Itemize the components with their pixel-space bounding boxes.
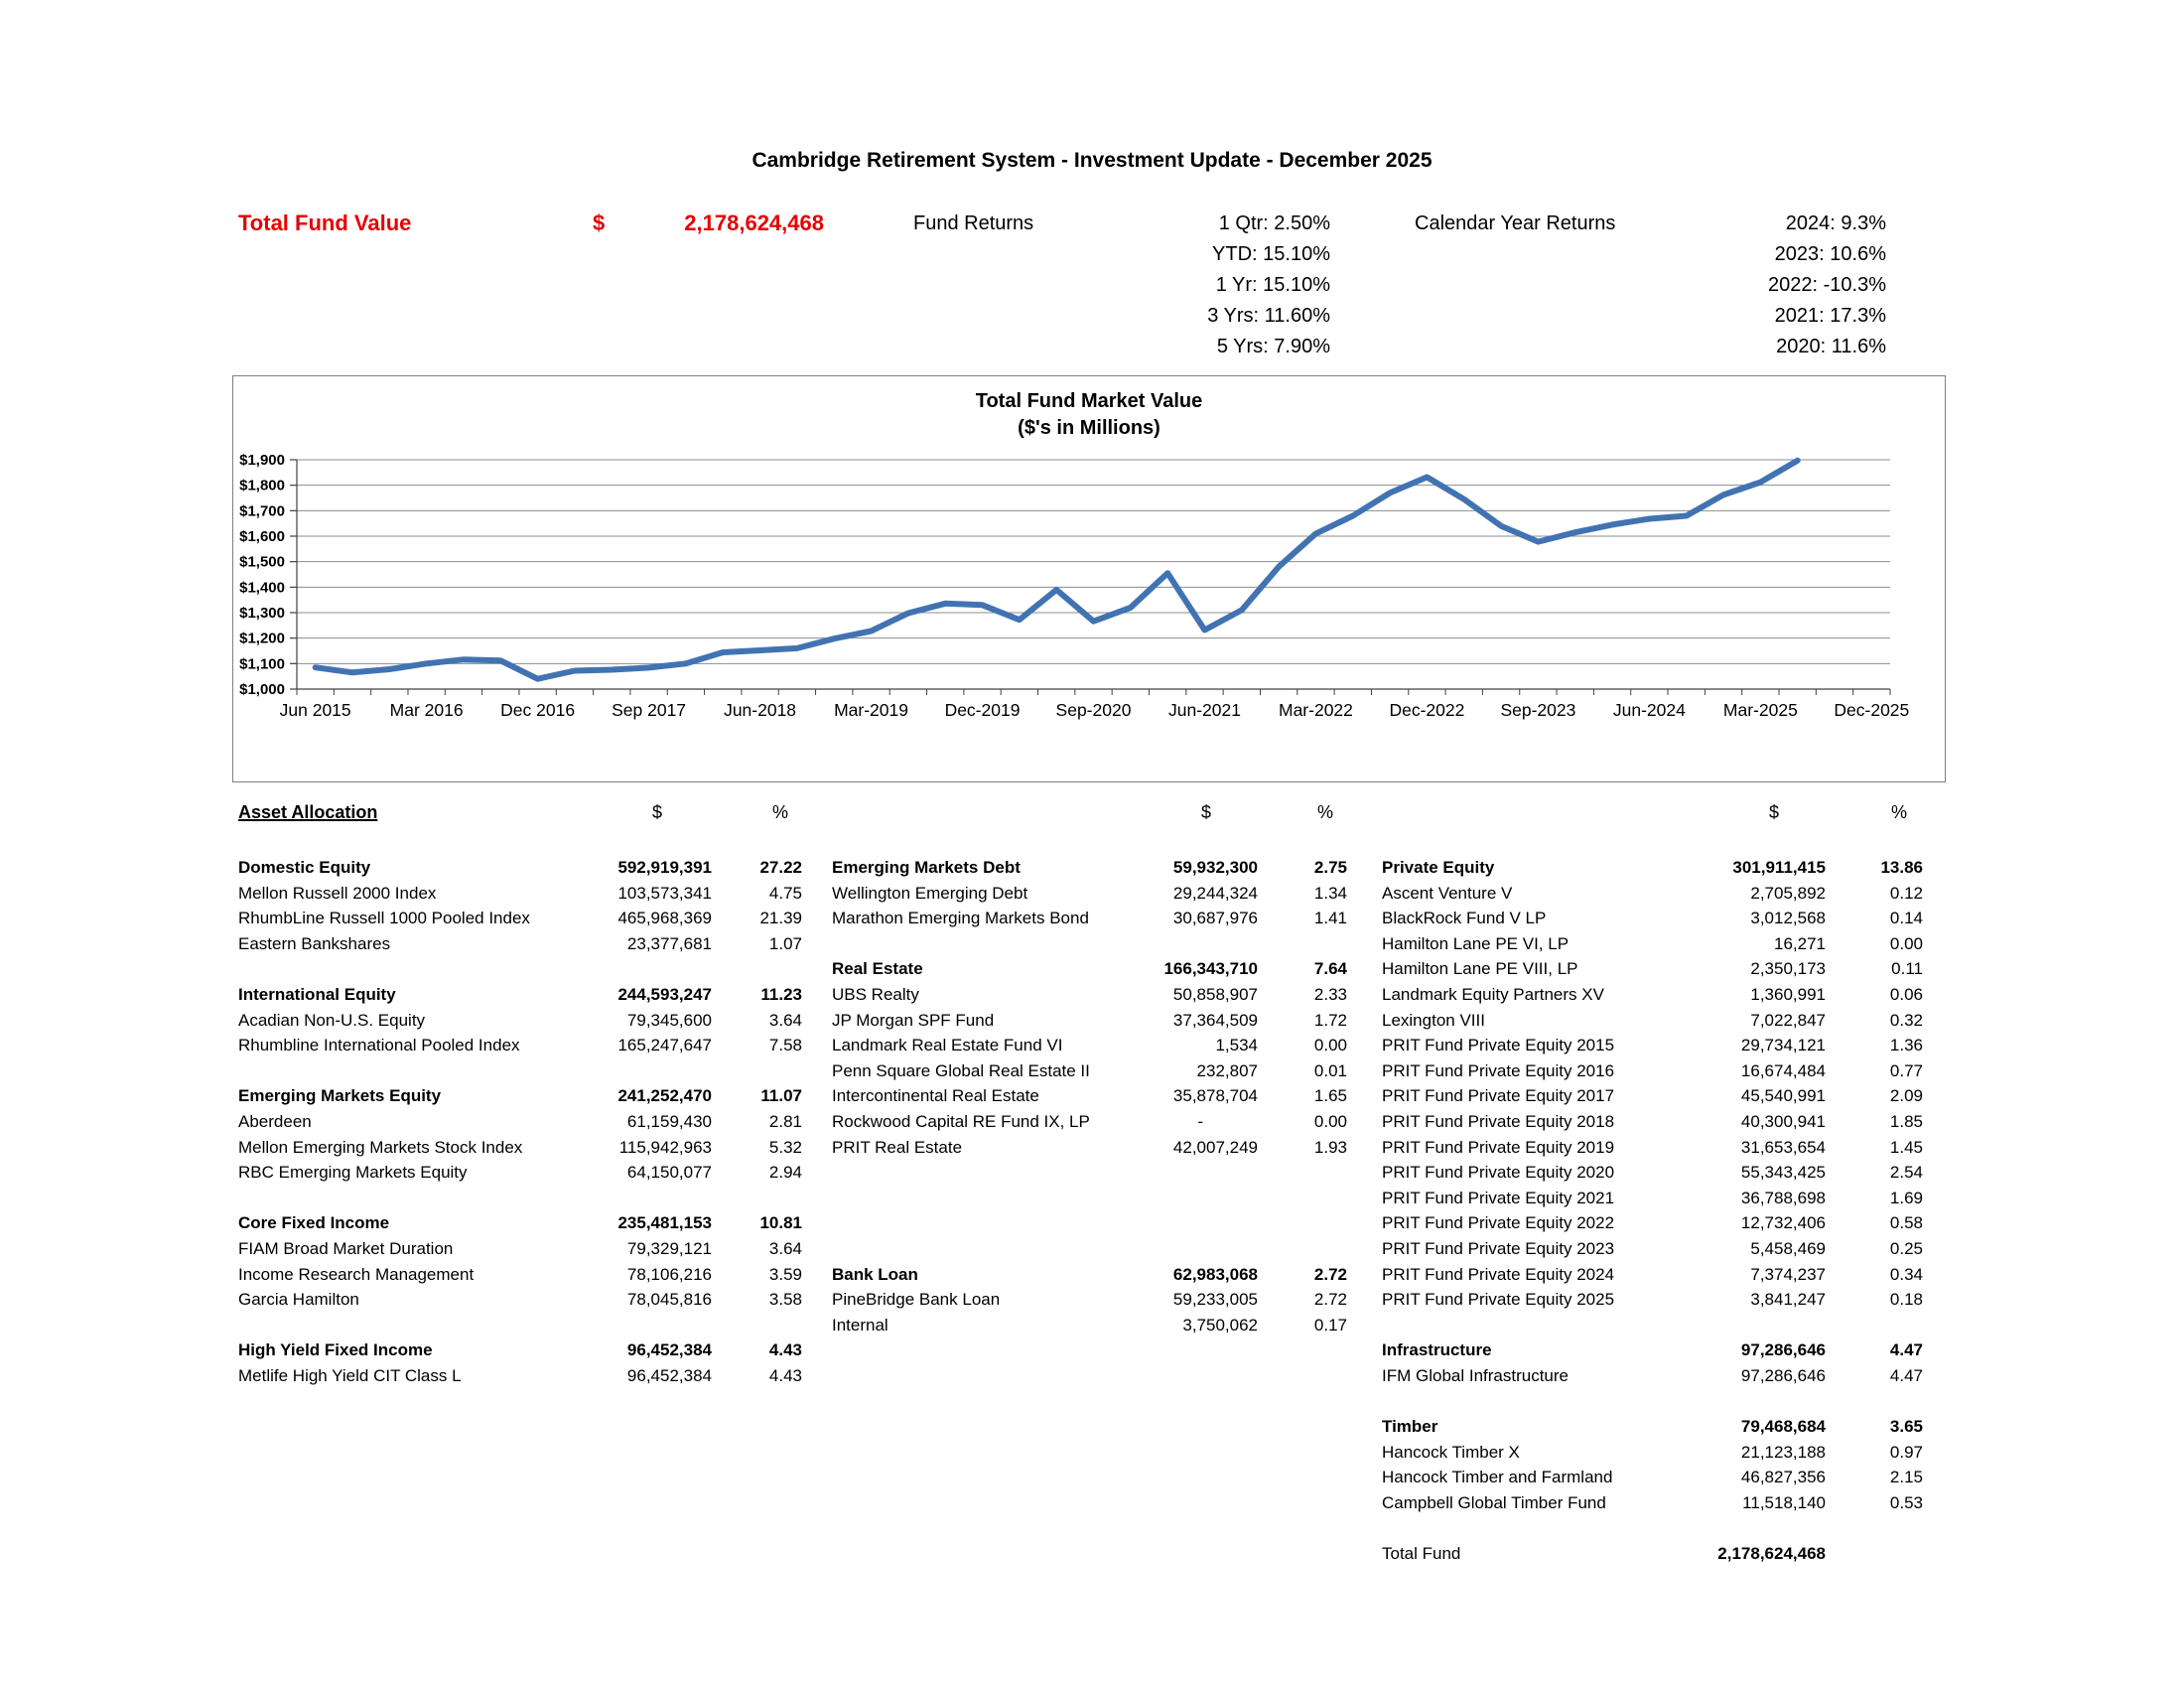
- allocation-row-label: Rockwood Capital RE Fund IX, LP: [832, 1111, 1090, 1131]
- allocation-row-dollars: 3,012,568: [1750, 909, 1826, 928]
- allocation-row-dollars: 40,300,941: [1740, 1111, 1826, 1131]
- allocation-spacer-row: [832, 1236, 1347, 1262]
- allocation-row-label: Total Fund: [1382, 1544, 1461, 1564]
- allocation-row-label: Aberdeen: [238, 1111, 312, 1131]
- allocation-row-percent: 0.14: [1889, 909, 1923, 928]
- x-axis-label: Dec-2019: [944, 700, 1021, 720]
- allocation-row-percent: 3.64: [768, 1010, 802, 1030]
- allocation-row: [1382, 1236, 1923, 1262]
- allocation-row-dollars: 79,329,121: [626, 1238, 712, 1258]
- allocation-row-label: PRIT Fund Private Equity 2016: [1382, 1060, 1615, 1080]
- allocation-spacer-row: [1382, 1515, 1923, 1541]
- y-axis-label: $1,400: [239, 579, 285, 597]
- x-axis-label: Sep-2023: [1500, 700, 1576, 720]
- allocation-row-label: RBC Emerging Markets Equity: [238, 1163, 468, 1183]
- allocation-row-label: PRIT Fund Private Equity 2017: [1382, 1086, 1615, 1106]
- percent-column-header: %: [771, 802, 789, 822]
- allocation-row-percent: 0.00: [1889, 933, 1923, 953]
- allocation-row-percent: 1.65: [1313, 1086, 1347, 1106]
- fund-returns-label: Fund Returns: [913, 212, 1034, 234]
- allocation-row-label: PRIT Fund Private Equity 2019: [1382, 1137, 1615, 1157]
- allocation-spacer-row: [238, 1058, 802, 1084]
- allocation-spacer-row: [238, 1186, 802, 1211]
- allocation-row-label: Metlife High Yield CIT Class L: [238, 1365, 462, 1385]
- allocation-row-percent: 11.23: [760, 984, 802, 1004]
- allocation-row-percent: 3.64: [768, 1238, 802, 1258]
- allocation-spacer-row: [238, 1313, 802, 1338]
- allocation-row-label: Real Estate: [832, 959, 923, 979]
- allocation-row-percent: 0.12: [1889, 883, 1923, 903]
- allocation-row-dollars: 2,178,624,468: [1717, 1544, 1826, 1564]
- allocation-section-row: [238, 1083, 802, 1109]
- x-axis-label: Mar-2022: [1279, 700, 1353, 720]
- allocation-row-dollars: 5,458,469: [1750, 1238, 1826, 1258]
- allocation-spacer-row: [832, 1186, 1347, 1211]
- x-axis-label: Dec-2022: [1389, 700, 1465, 720]
- total-fund-value-label: Total Fund Value: [238, 211, 412, 235]
- allocation-spacer-row: [238, 956, 802, 982]
- calendar-return-item: 2022: -10.3%: [1768, 274, 1886, 296]
- allocation-row-label: Emerging Markets Equity: [238, 1086, 442, 1106]
- y-axis-label: $1,700: [239, 502, 285, 520]
- allocation-row-dollars: 23,377,681: [626, 933, 712, 953]
- allocation-row-percent: 2.81: [768, 1111, 802, 1131]
- allocation-row: [1382, 1135, 1923, 1161]
- allocation-section-row: [832, 855, 1347, 881]
- allocation-row: [1382, 1465, 1923, 1490]
- allocation-row-label: PRIT Fund Private Equity 2018: [1382, 1111, 1615, 1131]
- allocation-row-percent: 0.53: [1889, 1492, 1923, 1512]
- allocation-section-row: [238, 855, 802, 881]
- allocation-row-percent: 21.39: [759, 909, 802, 928]
- percent-column-header: %: [1890, 802, 1908, 822]
- allocation-row-dollars: 29,734,121: [1740, 1036, 1826, 1055]
- allocation-row-percent: 2.33: [1313, 984, 1347, 1004]
- allocation-row-percent: 0.58: [1889, 1213, 1923, 1233]
- allocation-row-label: Infrastructure: [1382, 1340, 1492, 1360]
- allocation-row-label: Wellington Emerging Debt: [832, 883, 1028, 903]
- allocation-row-label: Campbell Global Timber Fund: [1382, 1492, 1606, 1512]
- allocation-row-dollars: 50,858,907: [1172, 984, 1258, 1004]
- allocation-row: [238, 1363, 802, 1389]
- allocation-row-percent: 2.72: [1313, 1264, 1347, 1284]
- allocation-row-label: Hancock Timber X: [1382, 1442, 1520, 1462]
- allocation-row: [238, 1033, 802, 1058]
- y-axis-label: $1,000: [239, 681, 285, 698]
- allocation-row: [1382, 1109, 1923, 1135]
- page-title: Cambridge Retirement System - Investment Update - December 2025: [751, 149, 1433, 172]
- dollar-column-header: $: [1768, 802, 1780, 822]
- y-axis-label: $1,300: [239, 605, 285, 622]
- allocation-section-row: [832, 956, 1347, 982]
- allocation-row-dollars: 1,534: [1215, 1036, 1258, 1055]
- allocation-row-label: Garcia Hamilton: [238, 1290, 359, 1310]
- calendar-return-item: 2024: 9.3%: [1785, 212, 1886, 234]
- allocation-row: [1382, 881, 1923, 907]
- allocation-section-row: [238, 1337, 802, 1363]
- y-axis-label: $1,200: [239, 630, 285, 647]
- allocation-row-dollars: 78,106,216: [626, 1264, 712, 1284]
- allocation-row: [832, 1083, 1347, 1109]
- allocation-row: [1382, 1541, 1923, 1567]
- allocation-row-percent: 0.17: [1313, 1315, 1347, 1335]
- allocation-row-label: Marathon Emerging Markets Bond: [832, 909, 1089, 928]
- allocation-row-label: PineBridge Bank Loan: [832, 1290, 1001, 1310]
- chart-subtitle: ($'s in Millions): [1018, 417, 1160, 439]
- allocation-row-percent: 0.77: [1889, 1060, 1923, 1080]
- calendar-year-returns-label: Calendar Year Returns: [1415, 212, 1616, 234]
- allocation-row-dollars: 42,007,249: [1172, 1137, 1258, 1157]
- allocation-row-percent: 0.18: [1889, 1290, 1923, 1310]
- allocation-row-dollars: 55,343,425: [1740, 1163, 1826, 1183]
- x-axis-label: Jun-2024: [1612, 700, 1686, 720]
- allocation-row: [1382, 906, 1923, 931]
- allocation-row-label: Eastern Bankshares: [238, 933, 391, 953]
- allocation-row-percent: 2.72: [1313, 1290, 1347, 1310]
- allocation-row-percent: 0.06: [1889, 984, 1923, 1004]
- allocation-row-dollars: 11,518,140: [1742, 1492, 1826, 1512]
- x-axis-label: Mar-2019: [834, 700, 908, 720]
- allocation-row-dollars: 21,123,188: [1740, 1442, 1826, 1462]
- allocation-row-dollars: 12,732,406: [1740, 1213, 1826, 1233]
- allocation-row-label: Hancock Timber and Farmland: [1382, 1468, 1613, 1487]
- allocation-spacer-row: [1382, 1388, 1923, 1414]
- allocation-row-label: FIAM Broad Market Duration: [238, 1238, 454, 1258]
- allocation-row: [832, 982, 1347, 1008]
- allocation-row-percent: 3.58: [768, 1290, 802, 1310]
- allocation-section-row: [238, 982, 802, 1008]
- allocation-row-label: PRIT Fund Private Equity 2023: [1382, 1238, 1615, 1258]
- allocation-row-label: Timber: [1382, 1417, 1438, 1437]
- allocation-row-label: BlackRock Fund V LP: [1382, 909, 1547, 928]
- allocation-row: [1382, 1160, 1923, 1186]
- allocation-row-label: Intercontinental Real Estate: [832, 1086, 1039, 1106]
- allocation-row-dollars: -: [1197, 1111, 1203, 1131]
- allocation-spacer-row: [1382, 1313, 1923, 1338]
- allocation-row-percent: 2.54: [1889, 1163, 1923, 1183]
- allocation-row-dollars: 96,452,384: [626, 1365, 712, 1385]
- allocation-row-percent: 4.47: [1889, 1365, 1923, 1385]
- allocation-row-label: PRIT Fund Private Equity 2022: [1382, 1213, 1615, 1233]
- x-axis-label: Dec-2025: [1834, 700, 1910, 720]
- allocation-row-label: Mellon Emerging Markets Stock Index: [238, 1137, 523, 1157]
- x-axis-label: Jun-2018: [724, 700, 797, 720]
- allocation-row-percent: 0.11: [1891, 959, 1923, 979]
- allocation-row-percent: 7.64: [1313, 959, 1347, 979]
- allocation-row-label: UBS Realty: [832, 984, 919, 1004]
- allocation-row-percent: 0.32: [1889, 1010, 1923, 1030]
- allocation-row-dollars: 46,827,356: [1740, 1468, 1826, 1487]
- allocation-row-dollars: 45,540,991: [1740, 1086, 1826, 1106]
- x-axis-label: Jun 2015: [279, 700, 351, 720]
- calendar-return-item: 2023: 10.6%: [1774, 243, 1886, 265]
- allocation-row-dollars: 35,878,704: [1172, 1086, 1258, 1106]
- allocation-row: [1382, 1186, 1923, 1211]
- allocation-row: [832, 906, 1347, 931]
- allocation-row-dollars: 301,911,415: [1732, 858, 1826, 877]
- allocation-row-percent: 2.09: [1889, 1086, 1923, 1106]
- allocation-row: [1382, 1287, 1923, 1313]
- allocation-row-label: Domestic Equity: [238, 858, 371, 877]
- allocation-section-row: [1382, 855, 1923, 881]
- allocation-row: [832, 1135, 1347, 1161]
- allocation-row-dollars: 465,968,369: [617, 909, 712, 928]
- allocation-row-percent: 1.45: [1889, 1137, 1923, 1157]
- allocation-row: [832, 1058, 1347, 1084]
- allocation-row-percent: 10.81: [759, 1213, 802, 1233]
- allocation-row-percent: 3.59: [768, 1264, 802, 1284]
- allocation-row-dollars: 97,286,646: [1740, 1365, 1826, 1385]
- x-axis-label: Mar 2016: [389, 700, 464, 720]
- allocation-row-label: IFM Global Infrastructure: [1382, 1365, 1570, 1385]
- allocation-row: [238, 906, 802, 931]
- allocation-row-dollars: 61,159,430: [626, 1111, 712, 1131]
- x-axis-label: Sep-2020: [1055, 700, 1132, 720]
- allocation-row-percent: 1.41: [1313, 909, 1347, 928]
- allocation-row-percent: 3.65: [1889, 1417, 1923, 1437]
- allocation-row-percent: 2.94: [768, 1163, 802, 1183]
- allocation-row: [238, 1008, 802, 1034]
- x-axis-label: Mar-2025: [1722, 700, 1798, 720]
- allocation-row-percent: 2.75: [1313, 858, 1347, 877]
- allocation-row: [238, 1160, 802, 1186]
- allocation-row-label: PRIT Fund Private Equity 2025: [1382, 1290, 1615, 1310]
- allocation-row-percent: 7.58: [768, 1036, 802, 1055]
- allocation-row-percent: 1.85: [1889, 1111, 1923, 1131]
- allocation-row-label: PRIT Real Estate: [832, 1137, 963, 1157]
- allocation-row-dollars: 241,252,470: [617, 1086, 712, 1106]
- allocation-row: [832, 1287, 1347, 1313]
- fund-return-item: 1 Yr: 15.10%: [1215, 274, 1330, 296]
- allocation-row-label: Rhumbline International Pooled Index: [238, 1036, 520, 1055]
- allocation-row-percent: 1.72: [1313, 1010, 1347, 1030]
- allocation-row-dollars: 16,674,484: [1740, 1060, 1826, 1080]
- allocation-row-label: PRIT Fund Private Equity 2015: [1382, 1036, 1615, 1055]
- allocation-row-label: Mellon Russell 2000 Index: [238, 883, 437, 903]
- allocation-row-label: International Equity: [238, 984, 396, 1004]
- allocation-row-label: Landmark Equity Partners XV: [1382, 984, 1604, 1004]
- allocation-row-dollars: 3,841,247: [1750, 1290, 1826, 1310]
- allocation-row-dollars: 166,343,710: [1163, 959, 1258, 979]
- allocation-row: [1382, 956, 1923, 982]
- calendar-return-item: 2020: 11.6%: [1776, 336, 1886, 357]
- y-axis-label: $1,600: [239, 528, 285, 545]
- percent-column-header: %: [1316, 802, 1334, 822]
- allocation-row-dollars: 7,374,237: [1750, 1264, 1826, 1284]
- allocation-row: [1382, 1083, 1923, 1109]
- allocation-row-label: Penn Square Global Real Estate II: [832, 1060, 1090, 1080]
- allocation-column: [1382, 855, 1923, 1567]
- allocation-row-dollars: 2,705,892: [1750, 883, 1826, 903]
- allocation-row-dollars: 96,452,384: [626, 1340, 712, 1360]
- x-axis-label: Dec 2016: [500, 700, 576, 720]
- allocation-row-label: JP Morgan SPF Fund: [832, 1010, 995, 1030]
- allocation-row: [1382, 931, 1923, 957]
- allocation-row-percent: 2.15: [1889, 1468, 1923, 1487]
- allocation-row-dollars: 235,481,153: [617, 1213, 712, 1233]
- allocation-row-percent: 4.75: [768, 883, 802, 903]
- allocation-row-label: PRIT Fund Private Equity 2024: [1382, 1264, 1615, 1284]
- allocation-row-label: Ascent Venture V: [1382, 883, 1513, 903]
- allocation-row-percent: 1.34: [1313, 883, 1347, 903]
- allocation-row: [1382, 1262, 1923, 1288]
- allocation-row: [238, 1236, 802, 1262]
- allocation-row-percent: 0.00: [1313, 1036, 1347, 1055]
- allocation-row-label: Private Equity: [1382, 858, 1495, 877]
- fund-return-item: 1 Qtr: 2.50%: [1218, 212, 1330, 234]
- allocation-row: [1382, 1058, 1923, 1084]
- allocation-row-percent: 1.36: [1889, 1036, 1923, 1055]
- y-axis-label: $1,500: [239, 553, 285, 571]
- allocation-row-percent: 0.00: [1313, 1111, 1347, 1131]
- allocation-row-dollars: 232,807: [1196, 1060, 1258, 1080]
- allocation-row-dollars: 36,788,698: [1740, 1188, 1826, 1207]
- allocation-row-dollars: 79,345,600: [626, 1010, 712, 1030]
- allocation-row: [238, 931, 802, 957]
- allocation-row: [1382, 1440, 1923, 1466]
- dollar-column-header: $: [1200, 802, 1212, 822]
- allocation-row-label: RhumbLine Russell 1000 Pooled Index: [238, 909, 530, 928]
- allocation-row-dollars: 7,022,847: [1750, 1010, 1826, 1030]
- allocation-row-label: PRIT Fund Private Equity 2020: [1382, 1163, 1615, 1183]
- allocation-section-row: [832, 1262, 1347, 1288]
- allocation-row-dollars: 62,983,068: [1172, 1264, 1258, 1284]
- allocation-row-label: Hamilton Lane PE VIII, LP: [1382, 959, 1578, 979]
- allocation-row-dollars: 592,919,391: [617, 858, 712, 877]
- allocation-row-dollars: 1,360,991: [1750, 984, 1826, 1004]
- allocation-row: [1382, 1490, 1923, 1516]
- y-axis-label: $1,800: [239, 477, 285, 494]
- allocation-row-percent: 11.07: [760, 1086, 802, 1106]
- allocation-row-dollars: 165,247,647: [617, 1036, 712, 1055]
- allocation-row: [238, 1287, 802, 1313]
- fund-return-item: YTD: 15.10%: [1212, 243, 1330, 265]
- allocation-row-percent: 13.86: [1880, 858, 1923, 877]
- allocation-row-dollars: 59,932,300: [1172, 858, 1258, 877]
- allocation-row-percent: 5.32: [768, 1137, 802, 1157]
- allocation-row-label: Landmark Real Estate Fund VI: [832, 1036, 1063, 1055]
- allocation-row: [238, 1135, 802, 1161]
- dollar-column-header: $: [651, 802, 663, 822]
- allocation-row: [1382, 1008, 1923, 1034]
- allocation-row: [238, 881, 802, 907]
- allocation-row-percent: 1.69: [1889, 1188, 1923, 1207]
- allocation-section-row: [238, 1210, 802, 1236]
- allocation-section-row: [1382, 1414, 1923, 1440]
- allocation-row-dollars: 59,233,005: [1172, 1290, 1258, 1310]
- allocation-row-dollars: 3,750,062: [1182, 1315, 1258, 1335]
- allocation-row-dollars: 31,653,654: [1740, 1137, 1826, 1157]
- total-fund-value-dollar-sign: $: [593, 211, 606, 235]
- allocation-spacer-row: [832, 1210, 1347, 1236]
- allocation-section-row: [1382, 1337, 1923, 1363]
- allocation-row-dollars: 37,364,509: [1172, 1010, 1258, 1030]
- y-axis-label: $1,900: [239, 452, 285, 469]
- allocation-row-dollars: 244,593,247: [617, 984, 712, 1004]
- allocation-row-dollars: 2,350,173: [1750, 959, 1826, 979]
- allocation-row-dollars: 79,468,684: [1740, 1417, 1826, 1437]
- allocation-row-label: Income Research Management: [238, 1264, 475, 1284]
- allocation-row-percent: 0.97: [1889, 1442, 1923, 1462]
- y-axis-label: $1,100: [239, 655, 285, 673]
- allocation-row-dollars: 29,244,324: [1172, 883, 1258, 903]
- fund-return-item: 5 Yrs: 7.90%: [1216, 336, 1330, 357]
- chart-title: Total Fund Market Value: [975, 390, 1203, 412]
- allocation-row-label: Emerging Markets Debt: [832, 858, 1021, 877]
- allocation-row-percent: 0.01: [1313, 1060, 1347, 1080]
- allocation-row: [1382, 982, 1923, 1008]
- total-fund-market-value-line: [316, 461, 1798, 679]
- allocation-row: [238, 1109, 802, 1135]
- allocation-row-label: Lexington VIII: [1382, 1010, 1485, 1030]
- allocation-row-dollars: 64,150,077: [626, 1163, 712, 1183]
- allocation-row-label: Hamilton Lane PE VI, LP: [1382, 933, 1570, 953]
- allocation-row-percent: 1.93: [1313, 1137, 1347, 1157]
- allocation-row: [832, 1313, 1347, 1338]
- allocation-row: [832, 1008, 1347, 1034]
- allocation-row: [832, 1033, 1347, 1058]
- allocation-spacer-row: [832, 1160, 1347, 1186]
- allocation-row: [1382, 1033, 1923, 1058]
- allocation-row-label: Core Fixed Income: [238, 1213, 390, 1233]
- allocation-row-percent: 4.43: [768, 1340, 802, 1360]
- allocation-spacer-row: [832, 931, 1347, 957]
- allocation-row-percent: 0.34: [1889, 1264, 1923, 1284]
- allocation-row: [238, 1262, 802, 1288]
- fund-return-item: 3 Yrs: 11.60%: [1207, 305, 1330, 327]
- allocation-column: [832, 855, 1347, 1337]
- allocation-row-percent: 4.43: [768, 1365, 802, 1385]
- allocation-row: [1382, 1363, 1923, 1389]
- allocation-row-label: Bank Loan: [832, 1264, 918, 1284]
- calendar-return-item: 2021: 17.3%: [1774, 305, 1886, 327]
- asset-allocation-header: Asset Allocation: [238, 802, 378, 822]
- allocation-row: [832, 881, 1347, 907]
- x-axis-label: Jun-2021: [1167, 700, 1241, 720]
- total-fund-value-amount: 2,178,624,468: [684, 211, 824, 235]
- allocation-row-dollars: 115,942,963: [618, 1137, 712, 1157]
- allocation-row-dollars: 30,687,976: [1172, 909, 1258, 928]
- allocation-row-percent: 1.07: [768, 933, 802, 953]
- allocation-row-percent: 0.25: [1889, 1238, 1923, 1258]
- allocation-row-label: Acadian Non-U.S. Equity: [238, 1010, 426, 1030]
- x-axis-label: Sep 2017: [612, 700, 687, 720]
- allocation-row-dollars: 78,045,816: [626, 1290, 712, 1310]
- allocation-row-label: High Yield Fixed Income: [238, 1340, 433, 1360]
- allocation-row-label: PRIT Fund Private Equity 2021: [1382, 1188, 1615, 1207]
- allocation-row-dollars: 103,573,341: [617, 883, 712, 903]
- allocation-row: [1382, 1210, 1923, 1236]
- allocation-row-percent: 4.47: [1889, 1340, 1923, 1360]
- market-value-chart: [232, 375, 1946, 782]
- allocation-row: [832, 1109, 1347, 1135]
- allocation-row-percent: 27.22: [759, 858, 802, 877]
- allocation-row-label: Internal: [832, 1315, 888, 1335]
- allocation-row-dollars: 97,286,646: [1740, 1340, 1826, 1360]
- allocation-column: [238, 855, 802, 1388]
- allocation-row-dollars: 16,271: [1774, 933, 1826, 953]
